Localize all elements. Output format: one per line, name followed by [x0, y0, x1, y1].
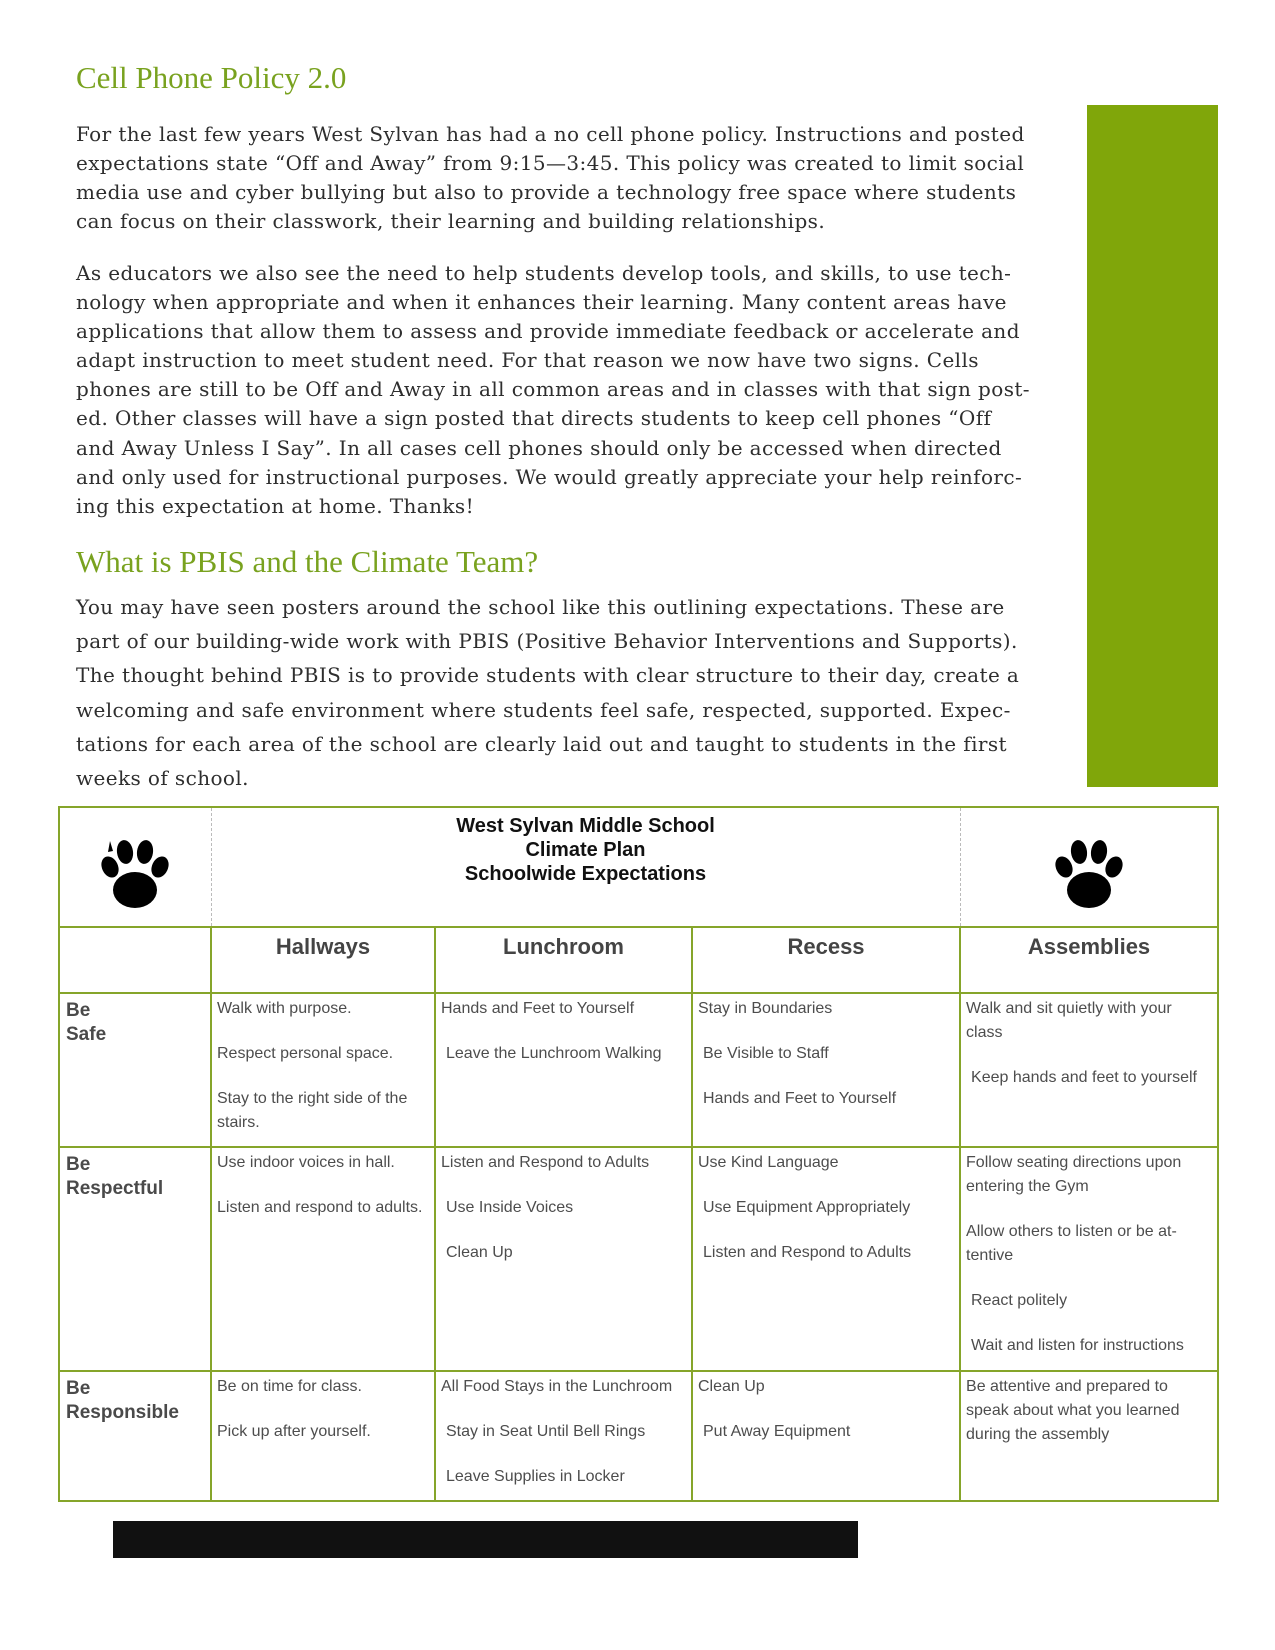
table-cell — [960, 1147, 1218, 1371]
table-row-be-safe — [59, 993, 1218, 1147]
expectation-item: Use Equipment Appropriately — [703, 1199, 911, 1216]
text-line: adapt instruction to meet student need. For that reason we now have two signs. Cells — [76, 348, 979, 373]
text-line: ed. Other classes will have a sign posted that directs students to keep cell phones “Off — [76, 406, 992, 431]
expectation-item: React politely — [971, 1292, 1068, 1309]
empty-corner-cell — [59, 927, 211, 993]
paw-print-icon — [1055, 838, 1123, 910]
expectation-item: Use Inside Voices — [446, 1199, 574, 1216]
row-label-line: Be — [66, 1378, 91, 1399]
expectation-item: Be Visible to Staff — [703, 1045, 829, 1062]
table-title-line: Schoolwide Expectations — [464, 863, 707, 885]
table-cell — [211, 1147, 435, 1371]
text-line: weeks of school. — [76, 766, 249, 791]
text-line: For the last few years West Sylvan has had a no cell phone policy. Instructions and posted — [76, 122, 1025, 146]
row-label-line: Responsible — [66, 1402, 179, 1423]
table-cell — [211, 1371, 435, 1501]
expectation-item: Stay in Boundaries — [698, 1000, 833, 1017]
expectation-item: Hands and Feet to Yourself — [703, 1090, 897, 1107]
text-line: ing this expectation at home. Thanks! — [76, 493, 475, 518]
expectation-item: Use Kind Language — [698, 1154, 839, 1171]
text-line: phones are still to be Off and Away in all common areas and in classes with that sign post- — [76, 377, 1030, 402]
text-line: media use and cyber bullying but also to provide a technology free space where students — [76, 180, 1017, 204]
expectation-item: Leave the Lunchroom Walking — [446, 1045, 662, 1062]
row-label-line: Safe — [66, 1024, 107, 1045]
paw-cell-left — [59, 807, 211, 927]
text-line: welcoming and safe environment where students feel safe, respected, supported. Expec- — [76, 697, 1011, 722]
table-cell — [692, 1147, 960, 1371]
table-cell — [435, 993, 692, 1147]
expectation-item: Listen and respond to adults. — [217, 1199, 423, 1216]
expectation-item: Leave Supplies in Locker — [446, 1468, 625, 1485]
pbis-heading: What is PBIS and the Climate Team? — [76, 544, 539, 579]
expectation-item: Clean Up — [698, 1378, 765, 1395]
expectation-item: Allow others to listen or be at-tentive — [966, 1223, 1177, 1264]
row-label-line: Respectful — [66, 1178, 164, 1199]
pbis-paragraph — [76, 590, 1019, 795]
row-label-line: Be — [66, 1154, 91, 1175]
expectation-item: Respect personal space. — [217, 1045, 394, 1062]
footer-black-bar — [113, 1521, 858, 1558]
row-label — [59, 993, 211, 1147]
table-cell — [692, 993, 960, 1147]
expectation-item: Follow seating directions upon entering the Gym — [966, 1154, 1182, 1195]
table-row-be-respectful — [59, 1147, 1218, 1371]
paw-cell-right — [960, 807, 1218, 927]
expectation-item: All Food Stays in the Lunchroom — [441, 1378, 673, 1395]
expectation-item: Listen and Respond to Adults — [703, 1244, 912, 1261]
decorative-green-sidebar — [1087, 105, 1218, 787]
expectation-item: Be on time for class. — [217, 1378, 362, 1395]
climate-plan-table — [58, 806, 1219, 1502]
text-line: applications that allow them to assess and provide immediate feedback or accelerate and — [76, 319, 1020, 344]
row-label — [59, 1371, 211, 1501]
text-line: and Away Unless I Say”. In all cases cell phones should only be accessed when directed — [76, 435, 1002, 460]
expectation-item: Keep hands and feet to yourself — [971, 1069, 1197, 1086]
expectation-item: Be attentive and prepared to speak about what you learned during the assembly — [966, 1378, 1180, 1443]
column-header-lunchroom: Lunchroom — [435, 927, 692, 993]
text-line: nology when appropriate and when it enhances their learning. Many content areas have — [76, 290, 1007, 315]
paw-print-icon — [101, 838, 169, 910]
expectation-item: Hands and Feet to Yourself — [441, 1000, 635, 1017]
text-line: part of our building-wide work with PBIS (Positive Behavior Interventions and Supports). — [76, 629, 1018, 654]
table-title-line: West Sylvan Middle School — [456, 815, 715, 837]
expectation-item: Pick up after yourself. — [217, 1423, 371, 1440]
table-cell — [960, 1371, 1218, 1501]
text-line: tations for each area of the school are clearly laid out and taught to students in the first — [76, 731, 1007, 756]
expectation-item: Stay to the right side of the stairs. — [217, 1090, 408, 1131]
text-line: and only used for instructional purposes. We would greatly appreciate your help reinforc- — [76, 464, 1023, 489]
text-line: can focus on their classwork, their learning and building relationships. — [76, 209, 826, 233]
expectation-item: Put Away Equipment — [703, 1423, 851, 1440]
table-cell — [435, 1147, 692, 1371]
table-title-row — [59, 807, 1218, 927]
column-header-row — [59, 927, 1218, 993]
cell-phone-policy-paragraph-2 — [76, 259, 1030, 521]
text-line: The thought behind PBIS is to provide students with clear structure to their day, create a — [76, 663, 1020, 688]
expectation-item: Walk and sit quietly with your class — [966, 1000, 1172, 1041]
expectation-item: Walk with purpose. — [217, 1000, 352, 1017]
text-line: You may have seen posters around the school like this outlining expectations. These are — [76, 595, 1005, 619]
expectation-item: Listen and Respond to Adults — [441, 1154, 650, 1171]
cell-phone-policy-heading: Cell Phone Policy 2.0 — [76, 60, 347, 95]
expectation-item: Stay in Seat Until Bell Rings — [446, 1423, 646, 1440]
expectation-item: Use indoor voices in hall. — [217, 1154, 395, 1171]
table-row-be-responsible — [59, 1371, 1218, 1501]
expectation-item: Wait and listen for instructions — [971, 1337, 1184, 1354]
cell-phone-policy-paragraph-1 — [76, 120, 1025, 236]
text-line: expectations state “Off and Away” from 9:15—3:45. This policy was created to limit social — [76, 151, 1025, 175]
column-header-assemblies: Assemblies — [960, 927, 1218, 993]
table-cell — [960, 993, 1218, 1147]
column-header-recess: Recess — [692, 927, 960, 993]
row-label — [59, 1147, 211, 1371]
table-cell — [435, 1371, 692, 1501]
table-cell — [211, 993, 435, 1147]
text-line: As educators we also see the need to help students develop tools, and skills, to use tech- — [76, 261, 1012, 285]
expectation-item: Clean Up — [446, 1244, 513, 1261]
row-label-line: Be — [66, 1000, 91, 1021]
table-title-line: Climate Plan — [525, 839, 646, 861]
table-title — [211, 807, 960, 927]
column-header-hallways: Hallways — [211, 927, 435, 993]
table-cell — [692, 1371, 960, 1501]
